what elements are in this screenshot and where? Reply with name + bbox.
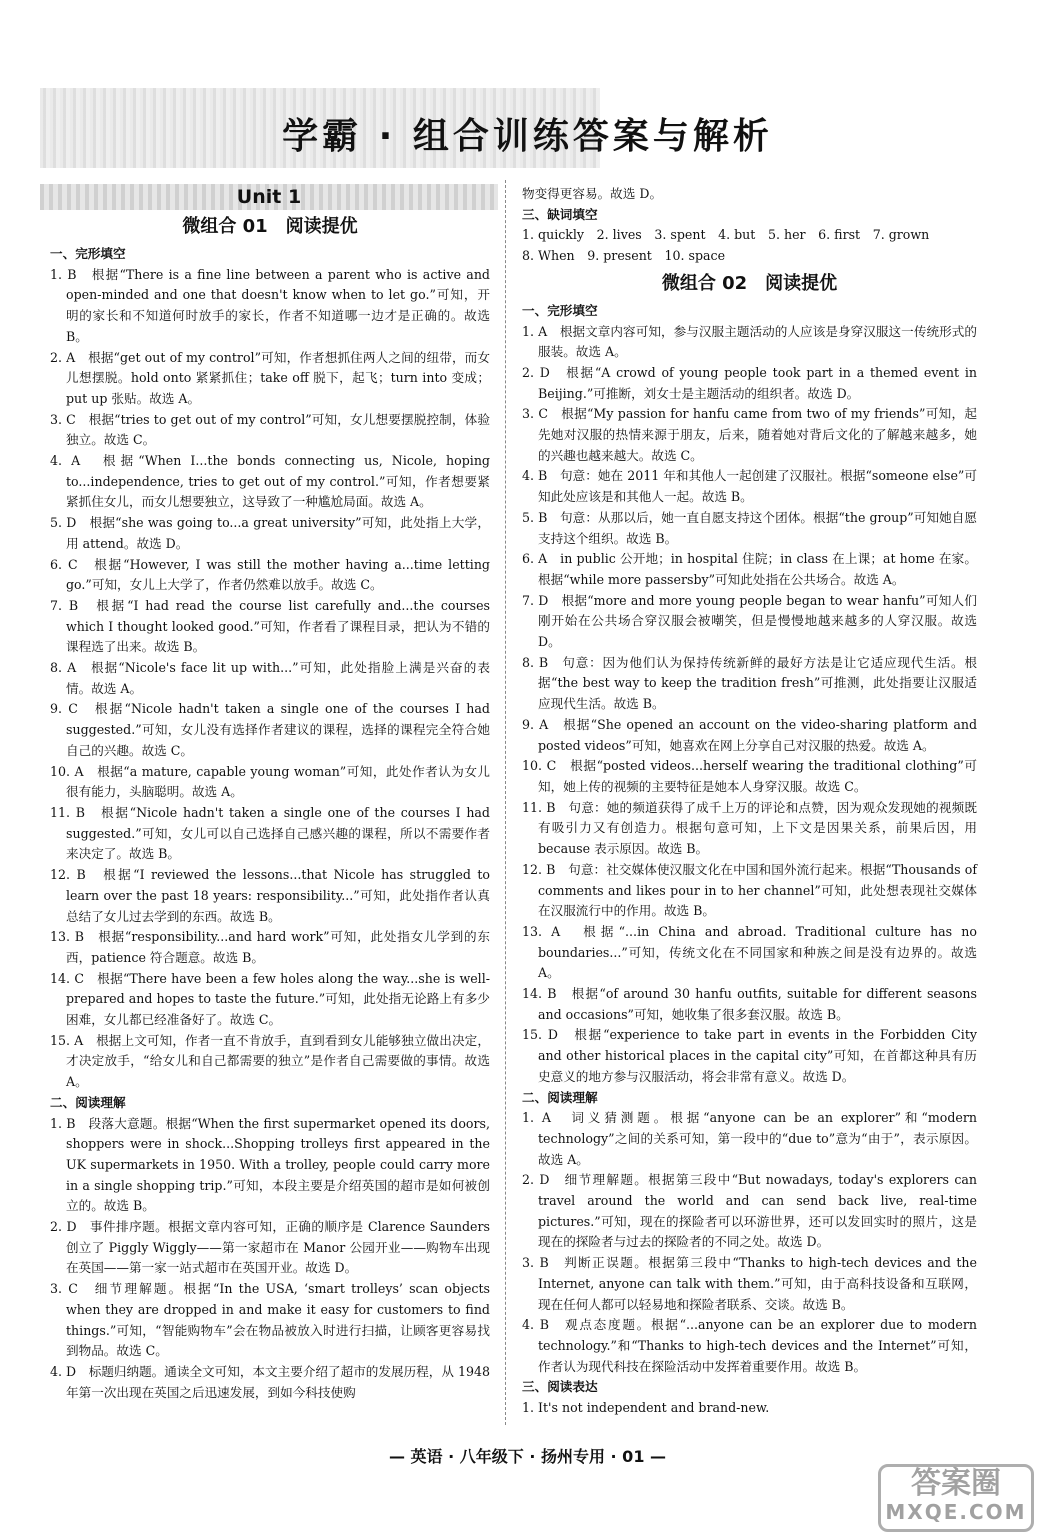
page-title: 学霸 · 组合训练答案与解析 bbox=[282, 116, 773, 157]
answer-item: 10. C 根据“posted videos...herself wearing the traditional clothing”可知，她上传的视频的主要特征是她本人身穿汉服。故选 C。 bbox=[522, 758, 977, 794]
answer-item: 1. B 段落大意题。根据“When the first supermarket opened its doors, shoppers were in shock...Shopping trolleys first appeared in the UK supermarkets in 1950. With a trolley, people could carry more in a single shopping trip.”可知，本段主要是介绍英国的超市是如何被创立的。故选 B。 bbox=[50, 1115, 490, 1214]
column-divider bbox=[505, 180, 507, 1425]
answer-item: 12. B 句意：社交媒体使汉服文化在中国和国外流行起来。根据“Thousands of comments and likes pour in to her channel”可知，此处想表现社交媒体在汉服流行中的作用。故选 B。 bbox=[522, 861, 977, 919]
gap-fill-section-label: 三、缺词填空 bbox=[522, 206, 598, 222]
answer-item: 13. A 根据“...in China and abroad. Traditional culture has no boundaries...”可知，传统文化在不同国家和种族之间是没有边界的。故选 A。 bbox=[522, 923, 977, 981]
answer-item: 1. A 根据文章内容可知，参与汉服主题活动的人应该是身穿汉服这一传统形式的服装。故选 A。 bbox=[522, 323, 977, 360]
answer-item: 7. B 根据“I had read the course list carefully and...the courses which I thought looked good.”可知，作者看了课程目录，把认为不错的课程选了出来。故选 B。 bbox=[50, 597, 490, 655]
cloze-answers-01 bbox=[50, 265, 490, 1093]
answer-item: 3. B 判断正误题。根据第三段中“Thanks to high-tech devices and the Internet, anyone can talk with them.”可知，由于高科技设备和互联网，现在任何人都可以轻易地和探险者联系、交谈。故选 B。 bbox=[522, 1255, 977, 1312]
watermark-logo bbox=[878, 1464, 1034, 1532]
unit-banner bbox=[40, 184, 498, 210]
watermark-bottom-text: MXQE.COM bbox=[885, 1500, 1027, 1524]
answer-item: 15. D 根据“experience to take part in events in the Forbidden City and other historical places in the capital city”可知，在首都这种具有历史意义的地方参与汉服活动，将会非常有意义。故选 D。 bbox=[522, 1027, 977, 1084]
continued-text: 物变得更容易。故选 D。 bbox=[522, 186, 663, 201]
answer-item: 1. It's not independent and brand-new. bbox=[522, 1400, 770, 1416]
answer-item: 13. B 根据“responsibility...and hard work”可知，此处指女儿学到的东西，patience 符合题意。故选 B。 bbox=[50, 929, 490, 965]
cloze-section-label: 一、完形填空 bbox=[50, 246, 126, 261]
answer-item: 5. D 根据“she was going to...a great university”可知，此处指上大学，用 attend。故选 D。 bbox=[50, 515, 490, 551]
answer-item: 2. D 根据“A crowd of young people took part in a themed event in Beijing.”可推断，刘女士是主题活动的组织者。故选 D。 bbox=[522, 364, 977, 401]
reading-section-label: 二、阅读理解 bbox=[522, 1089, 598, 1105]
answer-item: 15. A 根据上文可知，作者一直不肯放手，直到看到女儿能够独立做出决定，才决定放手，“给女儿和自己都需要的独立”是作者自己需要做的事情。故选 A。 bbox=[50, 1032, 490, 1090]
page-footer: — 英语 · 八年级下 · 扬州专用 · 01 — bbox=[388, 1447, 667, 1466]
section-heading-01: 微组合 01 阅读提优 bbox=[182, 216, 358, 237]
answer-item: 4. B 句意：她在 2011 年和其他人一起创建了汉服社。根据“someone else”可知此处应该是和其他人一起。故选 B。 bbox=[522, 468, 977, 505]
answer-item: 4. A 根据“When I...the bonds connecting us, Nicole, hoping to...independence, tries to get out of my control.”可知，作者想要紧紧抓住女儿，而女儿想要独立，这导致了一种尴尬局面。故选 A。 bbox=[50, 453, 490, 510]
answer-item: 14. B 根据“of around 30 hanfu outfits, suitable for different seasons and occasions”可知，她收集了很多套汉服。故选 B。 bbox=[522, 986, 977, 1022]
unit-label: Unit 1 bbox=[236, 186, 302, 208]
answer-item: 9. C 根据“Nicole hadn't taken a single one of the courses I had suggested.”可知，女儿没有选择作者建议的课程，选择的课程完全符合她自己的兴趣。故选 C。 bbox=[50, 701, 490, 758]
cloze-answers-02 bbox=[522, 322, 977, 1088]
right-column bbox=[522, 184, 977, 1419]
reading-expression-section-label: 三、阅读表达 bbox=[522, 1379, 598, 1395]
answer-item: 6. A in public 公开地；in hospital 住院；in class 在上课；at home 在家。根据“while more passersby”可知此处指在公共场合。故选 A。 bbox=[522, 551, 977, 587]
answer-item: 3. C 根据“My passion for hanfu came from two of my friends”可知，起先她对汉服的热情来源于朋友，后来，随着她对背后文化的了解越来越多，她的兴趣也越来越大。故选 C。 bbox=[522, 406, 977, 463]
answer-item: 10. A 根据“a mature, capable young woman”可知，此处作者认为女儿很有能力，头脑聪明。故选 A。 bbox=[50, 763, 490, 800]
left-column bbox=[50, 184, 490, 1403]
answer-item: 1. B 根据“There is a fine line between a parent who is active and open-minded and one that doesn't know when to let go.”可知，开明的家长和不知道何时放手的家长，作者不知道哪一边才是正确的。故选 B。 bbox=[50, 266, 490, 344]
answer-item: 4. B 观点态度题。根据“...anyone can be an explorer due to modern technology.”和“Thanks to high-tech devices and the Internet”可知，作者认为现代科技在探险活动中发挥着重要作用。故选 B。 bbox=[522, 1317, 977, 1374]
reading-section-label: 二、阅读理解 bbox=[50, 1094, 126, 1110]
answer-item: 3. C 细节理解题。根据“In the USA, ‘smart trolleys’ scan objects when they are dropped in and make it easy for customers to find things.”可知，“智能购物车”会在物品被放入时进行扫描，让顾客更容易找到物品。故选 C。 bbox=[50, 1281, 490, 1359]
answer-item: 6. C 根据“However, I was still the mother having a...time letting go.”可知，女儿上大学了，作者仍然难以放手。故选 C。 bbox=[50, 556, 490, 593]
answer-item: 11. B 根据“Nicole hadn't taken a single one of the courses I had suggested.”可知，女儿可以自己选择自己感兴趣的课程，所以不需要作者来决定了。故选 B。 bbox=[50, 804, 490, 862]
answer-item: 2. D 细节理解题。根据第三段中“But nowadays, today's explorers can travel around the world and can send back live, real-time pictures.”可知，现在的探险者可以环游世界，还可以发回实时的照片，这是现在的探险者与过去的探险者的不同之处。故选 D。 bbox=[522, 1172, 977, 1250]
gap-fill-answers-line-2: 8. When 9. present 10. space bbox=[522, 248, 726, 264]
answer-item: 3. C 根据“tries to get out of my control”可知，女儿想要摆脱控制，体验独立。故选 C。 bbox=[50, 411, 490, 448]
watermark-top-text: 答案圈 bbox=[911, 1466, 1001, 1501]
section-heading-02: 微组合 02 阅读提优 bbox=[661, 272, 838, 294]
answer-item: 2. D 事件排序题。根据文章内容可知，正确的顺序是 Clarence Saunders 创立了 Piggly Wiggly——第一家超市在 Manor 公园开业——购物车出现在英国——第一家一站式超市在英国开业。故选 D。 bbox=[50, 1219, 490, 1276]
answer-item: 9. A 根据“She opened an account on the video-sharing platform and posted videos”可知，她喜欢在网上分享自己对汉服的热爱。故选 A。 bbox=[522, 716, 977, 753]
answer-item: 8. A 根据“Nicole's face lit up with...”可知，此处指脸上满是兴奋的表情。故选 A。 bbox=[50, 660, 490, 696]
answer-item: 12. B 根据“I reviewed the lessons...that Nicole has struggled to learn over the past 18 years: responsibility...”可知，此处指作者认真总结了女儿过去学到的东西。故选 B。 bbox=[50, 867, 490, 924]
answer-item: 7. D 根据“more and more young people began to wear hanfu”可知人们刚开始在公共场合穿汉服会被嘲笑，但是慢慢地越来越多的人穿汉服。故选 D。 bbox=[522, 592, 977, 650]
cloze-section-label: 一、完形填空 bbox=[522, 302, 598, 318]
reading-answers-01 bbox=[50, 1114, 490, 1404]
gap-fill-answers-line-1: 1. quickly 2. lives 3. spent 4. but 5. her 6. first 7. grown bbox=[522, 227, 930, 243]
answer-item: 4. D 标题归纳题。通读全文可知，本文主要介绍了超市的发展历程，从 1948 年第一次出现在英国之后迅速发展，到如今科技使购 bbox=[50, 1363, 490, 1400]
reading-answers-02 bbox=[522, 1108, 977, 1377]
answer-item: 11. B 句意：她的频道获得了成千上万的评论和点赞，因为观众发现她的视频既有吸引力又有创造力。根据句意可知，上下文是因果关系，前果后因，用 because 表示原因。故选 B。 bbox=[522, 799, 977, 857]
answer-item: 8. B 句意：因为他们认为保持传统新鲜的最好方法是让它适应现代生活。根据“the best way to keep the tradition fresh”可推测，此处指要让汉服适应现代生活。故选 B。 bbox=[522, 654, 977, 712]
answer-item: 14. C 根据“There have been a few holes along the way...she is well-prepared and hopes to taste the future.”可知，此处指无论路上有多少困难，女儿都已经准备好了。故选 C。 bbox=[50, 970, 490, 1028]
answer-item: 5. B 句意：从那以后，她一直自愿支持这个团体。根据“the group”可知她自愿支持这个组织。故选 B。 bbox=[522, 509, 977, 546]
answer-item: 2. A 根据“get out of my control”可知，作者想抓住两人之间的纽带，而女儿想摆脱。hold onto 紧紧抓住；take off 脱下，起飞；turn into 变成；put up 张贴。故选 A。 bbox=[50, 349, 490, 406]
answer-item: 1. A 词义猜测题。根据“anyone can be an explorer”和“modern technology”之间的关系可知，第一段中的“due to”意为“由于”，表示原因。故选 A。 bbox=[522, 1110, 977, 1167]
